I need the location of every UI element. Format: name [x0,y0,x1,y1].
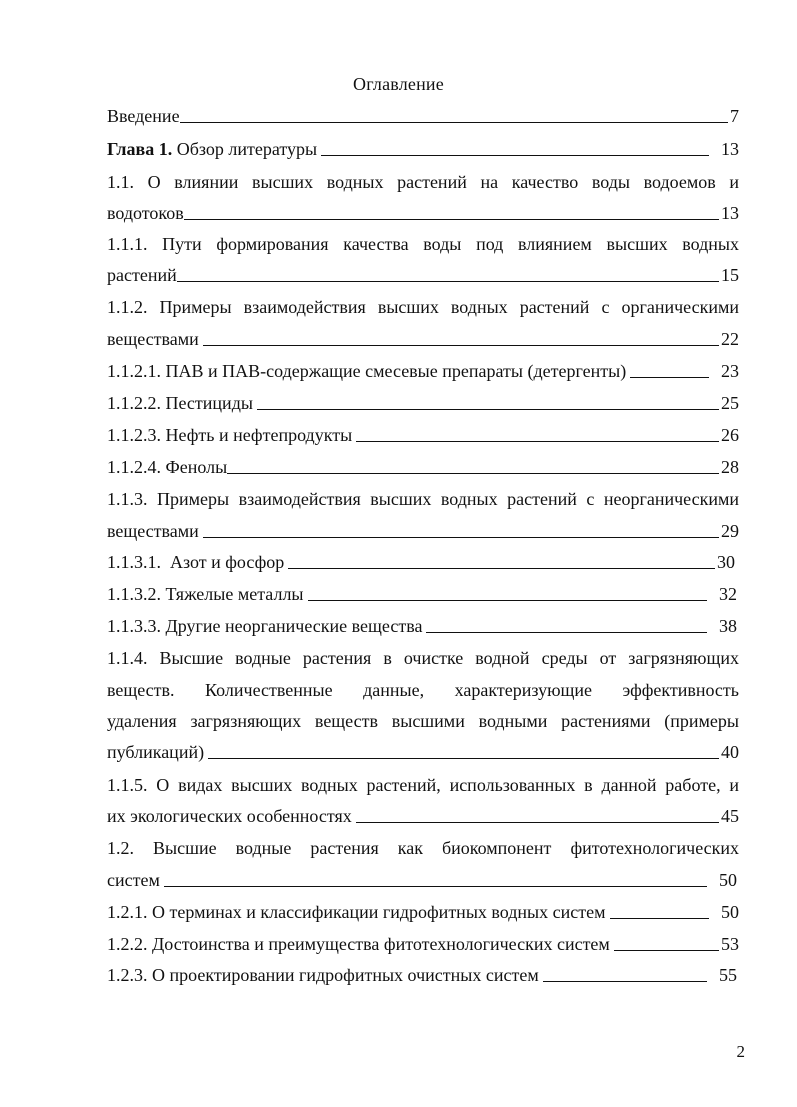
toc-entry-1-1-2-2[interactable] [107,391,739,415]
toc-leader-line [288,568,715,569]
toc-leader-line [630,377,709,378]
toc-entry-1-1-5[interactable] [107,804,739,828]
toc-page-number: 22 [721,329,739,349]
toc-entry-text: 1.1.3.2. Тяжелые металлы [107,584,304,604]
toc-leader-line [227,473,719,474]
toc-leader-line [356,822,719,823]
toc-entry-1-1-3-1[interactable] [107,550,735,574]
toc-entry-text: 1.1.2.4. Фенолы [107,457,228,477]
toc-entry-1-1-4-line2[interactable]: веществ. Количественные данные, характеризующие эффективность [107,680,739,700]
toc-page-number: 15 [721,265,739,285]
toc-entry-1-1-3-3[interactable] [107,614,737,638]
toc-entry-text: 1.1.2.2. Пестициды [107,393,253,413]
toc-entry-1-1-4[interactable] [107,740,739,764]
toc-entry-1-1-4-line3[interactable]: удаления загрязняющих веществ высшими водными растениями (примеры [107,711,739,731]
toc-entry-1-1-5-line1[interactable]: 1.1.5. О видах высших водных растений, использованных в данной работе, и [107,775,739,795]
toc-leader-line [610,918,709,919]
toc-entry-text: растений [107,265,177,285]
toc-leader-line [208,758,719,759]
toc-entry-1-1-2-1[interactable] [107,359,739,383]
toc-page-number: 53 [721,934,739,954]
toc-entry-text: 1.2.2. Достоинства и преимущества фитотехнологических систем [107,934,610,954]
toc-page-number: 45 [721,806,739,826]
toc-entry-text: систем [107,870,160,890]
toc-page-number: 26 [721,425,739,445]
toc-leader-line [203,537,719,538]
toc-entry-text: веществами [107,521,199,541]
toc-entry-1-1-3-line1[interactable]: 1.1.3. Примеры взаимодействия высших водных растений с неорганическими [107,489,739,509]
toc-entry-1-1-1[interactable] [107,263,739,287]
toc-entry-text: Обзор литературы [172,139,318,159]
toc-page-number: 7 [730,106,739,126]
toc-leader-line [184,219,719,220]
toc-page-number: 40 [721,742,739,762]
toc-entry-1-1-2[interactable] [107,327,739,351]
toc-entry-text: водотоков [107,203,184,223]
chapter-label: Глава 1. [107,139,173,159]
toc-entry-1-1[interactable] [107,201,739,225]
page-title: Оглавление [353,74,444,94]
toc-entry-1-1-4-line1[interactable]: 1.1.4. Высшие водные растения в очистке водной среды от загрязняющих [107,648,739,668]
toc-entry-text: Введение [107,106,180,126]
toc-leader-line [543,981,707,982]
toc-entry-text: их экологических особенностях [107,806,352,826]
toc-leader-line [164,886,707,887]
toc-page-number: 32 [719,584,737,604]
toc-page-number: 50 [721,902,739,922]
toc-leader-line [308,600,707,601]
toc-entry-text: 1.2.3. О проектировании гидрофитных очистных систем [107,965,539,985]
toc-leader-line [356,441,719,442]
toc-entry-1-1-3-2[interactable] [107,582,737,606]
toc-leader-line [257,409,719,410]
toc-entry-1-2-2[interactable] [107,932,739,956]
toc-entry-1-2[interactable] [107,868,737,892]
toc-entry-1-1-2-4[interactable] [107,455,739,479]
toc-entry-1-1-2-line1[interactable]: 1.1.2. Примеры взаимодействия высших водных растений с органическими [107,297,739,317]
toc-entry-text: веществами [107,329,199,349]
toc-leader-line [426,632,707,633]
toc-leader-line [203,345,719,346]
toc-entry-1-1-2-3[interactable] [107,423,739,447]
toc-entry-text: публикаций) [107,742,205,762]
toc-entry-1-2-3[interactable] [107,963,737,987]
toc-page-number: 23 [721,361,739,381]
toc-entry-text: 1.1.2.1. ПАВ и ПАВ-содержащие смесевые препараты (детергенты) [107,361,627,381]
toc-page-number: 50 [719,870,737,890]
toc-entry-1-2-line1[interactable]: 1.2. Высшие водные растения как биокомпонент фитотехнологических [107,838,739,858]
toc-leader-line [180,122,728,123]
toc-page-number: 30 [717,552,735,572]
toc-entry-text: 1.1.3.3. Другие неорганические вещества [107,616,423,636]
toc-entry-1-1-line1[interactable]: 1.1. О влиянии высших водных растений на качество воды водоемов и [107,172,739,192]
toc-entry-1-1-1-line1[interactable]: 1.1.1. Пути формирования качества воды под влиянием высших водных [107,234,739,254]
toc-entry-text: 1.1.2.3. Нефть и нефтепродукты [107,425,353,445]
toc-entry-text: 1.2.1. О терминах и классификации гидрофитных водных систем [107,902,606,922]
toc-page-number: 29 [721,521,739,541]
toc-entry-1-1-3[interactable] [107,519,739,543]
toc-page-number: 25 [721,393,739,413]
toc-page-number: 55 [719,965,737,985]
page-number: 2 [736,1042,745,1061]
toc-leader-line [177,281,719,282]
toc-page-number: 28 [721,457,739,477]
toc-page-number: 38 [719,616,737,636]
toc-entry-1-2-1[interactable] [107,900,739,924]
toc-page-number: 13 [721,139,739,159]
toc-page-number: 13 [721,203,739,223]
toc-entry-chapter-1[interactable] [107,137,739,161]
toc-entry-text: 1.1.3.1. Азот и фосфор [107,552,285,572]
toc-entry-introduction[interactable] [107,104,739,128]
toc-leader-line [321,155,709,156]
toc-leader-line [614,950,719,951]
